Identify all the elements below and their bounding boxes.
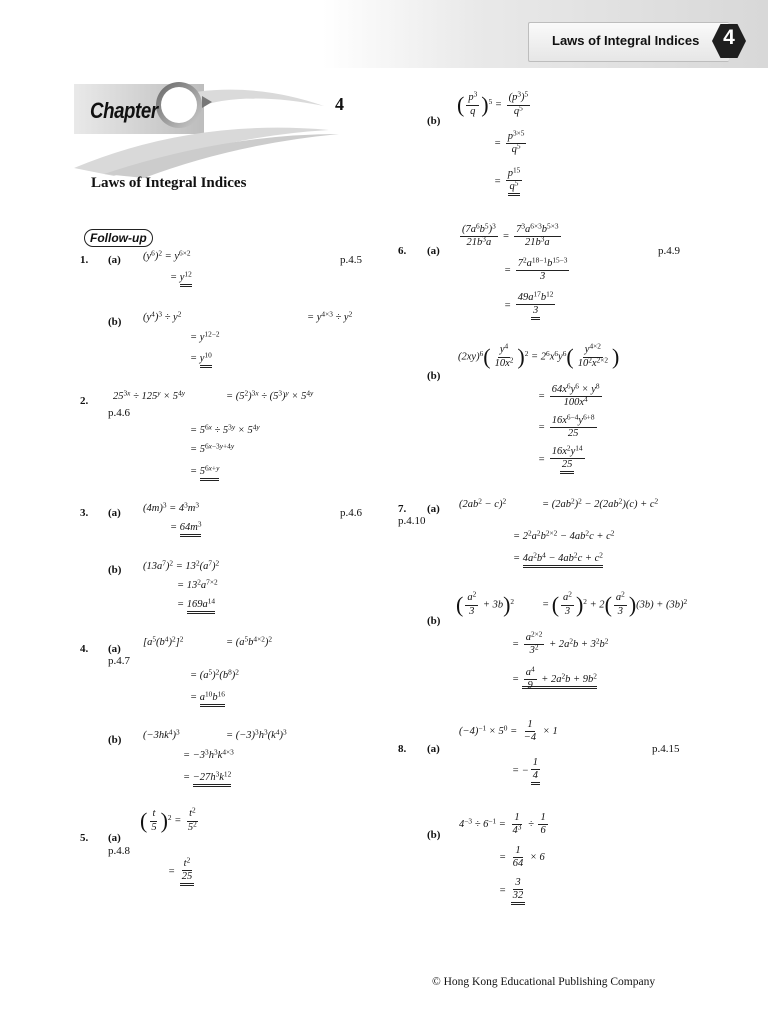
part-label: (a) xyxy=(108,832,121,844)
part-label: (a) xyxy=(427,503,440,515)
page-reference: p.4.7 xyxy=(108,655,130,667)
page-reference: p.4.15 xyxy=(652,743,680,755)
equation-line: = $(a^5)^2(b^8)^2$ xyxy=(190,667,239,681)
part-label: (b) xyxy=(108,734,122,746)
chapter-number: 4 xyxy=(335,94,344,114)
part-label: (a) xyxy=(427,245,440,257)
equation-line: = $-27h^3k^{12}$ xyxy=(183,772,231,783)
equation-line: $(y^6)^2 = y^{6\times 2}$ xyxy=(143,248,191,262)
equation-line: = $-3^3h^3k^{4\times 3}$ xyxy=(183,747,234,761)
question-number: 1. xyxy=(80,254,89,266)
question-number: 5. xyxy=(80,832,89,844)
equation-line: $(-3hk^4)^3$ xyxy=(143,727,180,741)
equation-line: $(2ab^2 - c)^2$ xyxy=(459,496,507,510)
part-label: (b) xyxy=(427,829,441,841)
equation-line: $(y^4)^3 \div y^2$ xyxy=(143,309,182,323)
part-label: (b) xyxy=(427,370,441,382)
equation-line: $(2xy)^6$( $\frac{y^4}{10x^2}$ )$^2 = 2^6x^6y^6$( $\frac{y^{4\times 2}}{10^2x^{2\times 2}}$ ) xyxy=(458,342,620,369)
page-reference: p.4.5 xyxy=(340,254,362,266)
equation-line: ( $\frac{t}{5}$ )$^2$ = $\frac{t^2}{5^2}$ xyxy=(140,806,197,833)
chapter-word: Chapter xyxy=(90,98,158,123)
equation-line: = $\frac{3}{32}$ xyxy=(499,877,527,905)
equation-line: = $\frac{t^2}{25}$ xyxy=(168,858,196,886)
part-label: (b) xyxy=(108,564,122,576)
equation-line: = $5^{6x} \div 5^{3y} \times 5^{4y}$ xyxy=(190,422,260,436)
chapter-hexagon-number: 4 xyxy=(723,26,735,49)
equation-line: $(13a^7)^2 = 13^2(a^7)^2$ xyxy=(143,558,220,572)
equation-line: = $\frac{49a^{17}b^{12}}{3}$ xyxy=(504,292,557,320)
chapter-banner-graphic xyxy=(74,78,344,178)
equation-line: = $(-3)^3h^3(k^4)^3$ xyxy=(226,727,287,741)
question-number: 3. xyxy=(80,507,89,519)
part-label: (b) xyxy=(108,316,122,328)
equation-line: = $\frac{16x^{6-4}y^{6+8}}{25}$ xyxy=(538,412,595,440)
equation-line: $(-4)^{-1} \times 5^0$ = $\frac{1}{-4}$ × 1 xyxy=(459,719,558,744)
equation-line: = − $\frac{1}{4}$ xyxy=(512,757,542,785)
part-label: (a) xyxy=(108,643,121,655)
equation-line: = $169a^{14}$ xyxy=(177,599,215,610)
question-number: 2. xyxy=(80,395,89,407)
equation-line: = $2^2a^2b^{2\times 2} - 4ab^2c + c^2$ xyxy=(513,528,615,542)
equation-line: = $(5^2)^{3x} \div (5^3)^y \times 5^{4y}$ xyxy=(226,388,314,402)
question-number: 6. xyxy=(398,245,407,257)
equation-line: = $5^{6x+y}$ xyxy=(190,466,219,477)
equation-line: = $\frac{1}{64}$ × 6 xyxy=(499,845,545,870)
equation-line: = $y^{12-2}$ xyxy=(190,329,220,343)
footer-copyright: © Hong Kong Educational Publishing Company xyxy=(432,976,656,988)
question-number: 4. xyxy=(80,643,89,655)
page-reference: p.4.8 xyxy=(108,845,130,857)
equation-line: = $\frac{16x^2y^{14}}{25}$ xyxy=(538,446,587,474)
page-reference: p.4.6 xyxy=(108,407,130,419)
equation-line: ( $\frac{p^3}{q}$ )$^5$ = $\frac{(p^3)^5}{q^5}$ xyxy=(457,90,529,117)
equation-line: = $13^2a^{7\times 2}$ xyxy=(177,577,218,591)
page-reference: p.4.10 xyxy=(398,515,426,527)
equation-line: = $(2ab^2)^2 - 2(2ab^2)(c) + c^2$ xyxy=(542,496,659,510)
equation-line: = $a^{10}b^{16}$ xyxy=(190,692,225,703)
equation-line: $\frac{(7a^6b^5)^3}{21b^3a}$ = $\frac{7^3a^{6\times 3}b^{5\times 3}}{21b^3a}$ xyxy=(462,221,559,249)
question-number: 7. xyxy=(398,503,407,515)
equation-line: = $y^{10}$ xyxy=(190,353,212,364)
equation-line: $[a^5(b^4)^2]^2$ xyxy=(143,634,184,648)
equation-line: = ( $\frac{a^2}{3}$ )$^2$ + 2( $\frac{a^2}{3}$ )$(3b) + (3b)^2$ xyxy=(542,590,688,617)
page-reference: p.4.9 xyxy=(658,245,680,257)
equation-line: = $\frac{7^2a^{18-1}b^{15-3}}{3}$ xyxy=(504,255,568,283)
part-label: (b) xyxy=(427,115,441,127)
question-number: 8. xyxy=(398,743,407,755)
equation-line: = $4a^2b^4 - 4ab^2c + c^2$ xyxy=(513,553,603,564)
part-label: (a) xyxy=(108,507,121,519)
equation-line: = $\frac{64x^6y^6 \times y^8}{100x^4}$ xyxy=(538,381,600,409)
follow-up-badge: Follow-up xyxy=(84,229,153,247)
equation-line: = $\frac{a^4}{9}$ + $2a^2b + 9b^2$ xyxy=(512,664,597,692)
equation-line: = $5^{6x-3y+4y}$ xyxy=(190,441,235,455)
part-label: (a) xyxy=(108,254,121,266)
equation-line: $(4m)^3 = 4^3m^3$ xyxy=(143,500,200,514)
equation-line: $4^{-3} \div 6^{-1}$ = $\frac{1}{4^3}$ ÷ $\frac{1}{6}$ xyxy=(459,812,546,837)
equation-line: = $y^{4\times 3} \div y^2$ xyxy=(307,309,353,323)
part-label: (a) xyxy=(427,743,440,755)
page-reference: p.4.6 xyxy=(340,507,362,519)
header-title: Laws of Integral Indices xyxy=(552,33,700,48)
equation-line: = $\frac{a^{2\times 2}}{3^2}$ + $2a^2b + 3^2b^2$ xyxy=(512,629,609,657)
equation-line: ( $\frac{a^2}{3}$ + 3b)$^2$ xyxy=(456,590,515,617)
part-label: (b) xyxy=(427,615,441,627)
equation-line: = $\frac{p^{15}}{q^5}$ xyxy=(494,168,524,196)
equation-line: = $(a^5b^{4\times 2})^2$ xyxy=(226,634,273,648)
equation-line: = $\frac{p^{3\times 5}}{q^5}$ xyxy=(494,128,525,156)
equation-line: $25^{3x} \div 125^y \times 5^{4y}$ xyxy=(113,388,185,402)
equation-line: = $y^{12}$ xyxy=(170,272,192,283)
equation-line: = $64m^3$ xyxy=(170,522,201,533)
chapter-title: Laws of Integral Indices xyxy=(91,175,247,191)
